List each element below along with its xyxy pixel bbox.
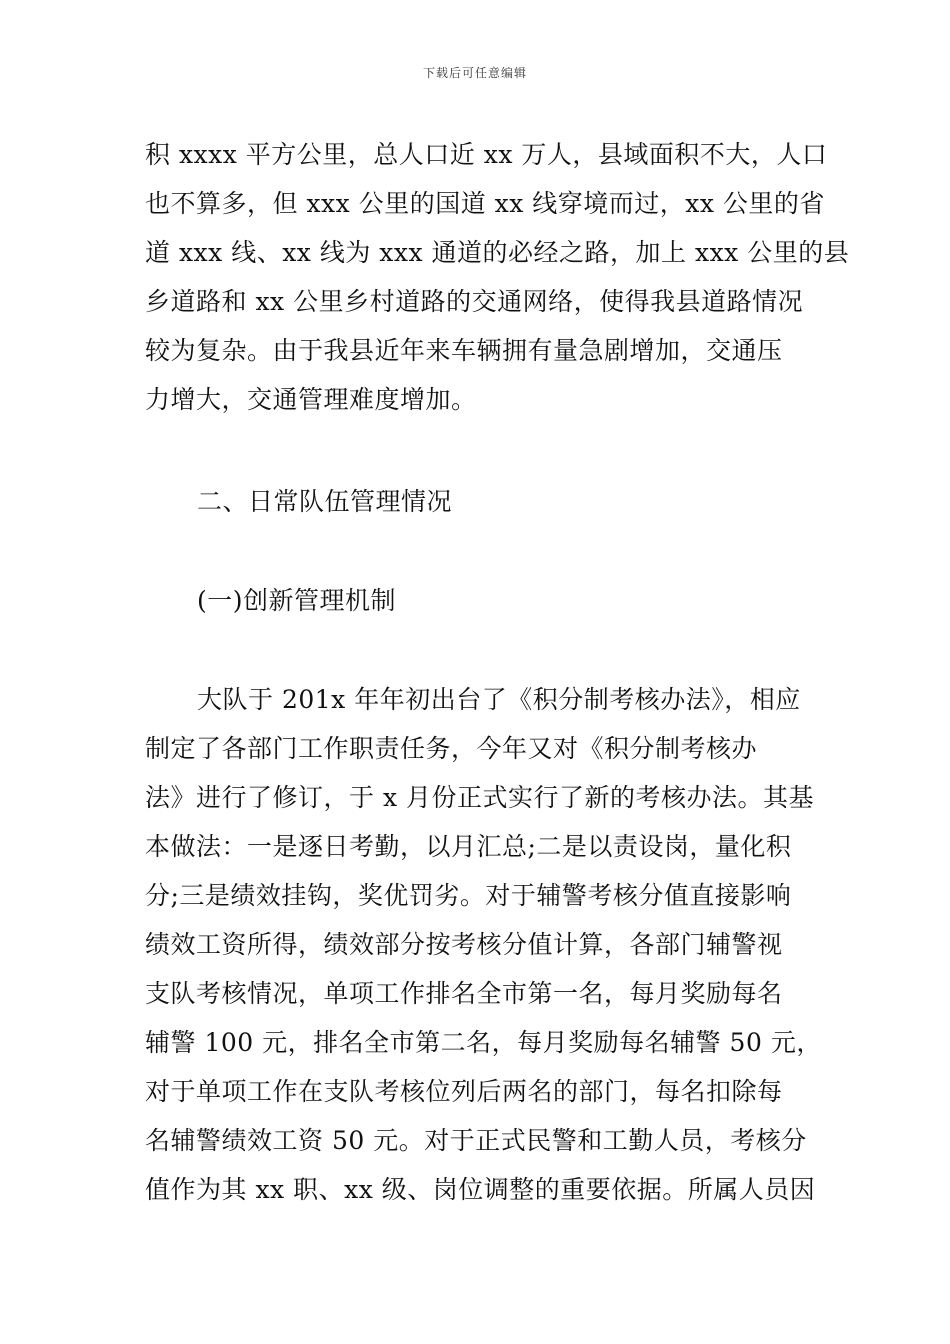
section-heading: 二、日常队伍管理情况: [197, 487, 453, 516]
paragraph-line: 力增大，交通管理难度增加。: [145, 385, 477, 414]
paragraph-line: 制定了各部门工作职责任务，今年又对《积分制考核办: [145, 734, 758, 763]
paragraph-line: 大队于 201x 年年初出台了《积分制考核办法》，相应: [197, 685, 801, 714]
header-note: 下载后可任意编辑: [422, 66, 527, 80]
paragraph-line: 对于单项工作在支队考核位列后两名的部门，每名扣除每: [145, 1077, 783, 1106]
document-body: [145, 130, 850, 1214]
paragraph-line: 较为复杂。由于我县近年来车辆拥有量急剧增加，交通压: [145, 336, 783, 365]
paragraph-line: 乡道路和 xx 公里乡村道路的交通网络，使得我县道路情况: [145, 287, 804, 316]
subsection-heading: (一)创新管理机制: [197, 586, 397, 615]
spacer: [145, 424, 805, 477]
paragraph-line: 道 xxx 线、xx 线为 xxx 通道的必经之路，加上 xxx 公里的县: [145, 238, 850, 267]
paragraph-line: 支队考核情况，单项工作排名全市第一名，每月奖励每名: [145, 979, 783, 1008]
paragraph-line: 名辅警绩效工资 50 元。对于正式民警和工勤人员，考核分: [145, 1126, 807, 1155]
paragraph-line: 分;三是绩效挂钩，奖优罚劣。对于辅警考核分值直接影响: [145, 881, 792, 910]
paragraph-assessment: [145, 675, 822, 1214]
paragraph-area-intro: [145, 130, 850, 424]
paragraph-line: 值作为其 xx 职、xx 级、岗位调整的重要依据。所属人员因: [145, 1175, 816, 1204]
paragraph-line: 绩效工资所得，绩效部分按考核分值计算，各部门辅警视: [145, 930, 783, 959]
paragraph-line: 本做法：一是逐日考勤，以月汇总;二是以责设岗，量化积: [145, 832, 792, 861]
paragraph-line: 辅警 100 元，排名全市第二名，每月奖励每名辅警 50 元，: [145, 1028, 822, 1057]
paragraph-line: 也不算多，但 xxx 公里的国道 xx 线穿境而过，xx 公里的省: [145, 189, 825, 218]
spacer: [145, 526, 805, 576]
paragraph-line: 积 xxxx 平方公里，总人口近 xx 万人，县域面积不大，人口: [145, 140, 828, 169]
spacer: [145, 625, 805, 675]
paragraph-line: 法》进行了修订，于 x 月份正式实行了新的考核办法。其基: [145, 783, 814, 812]
